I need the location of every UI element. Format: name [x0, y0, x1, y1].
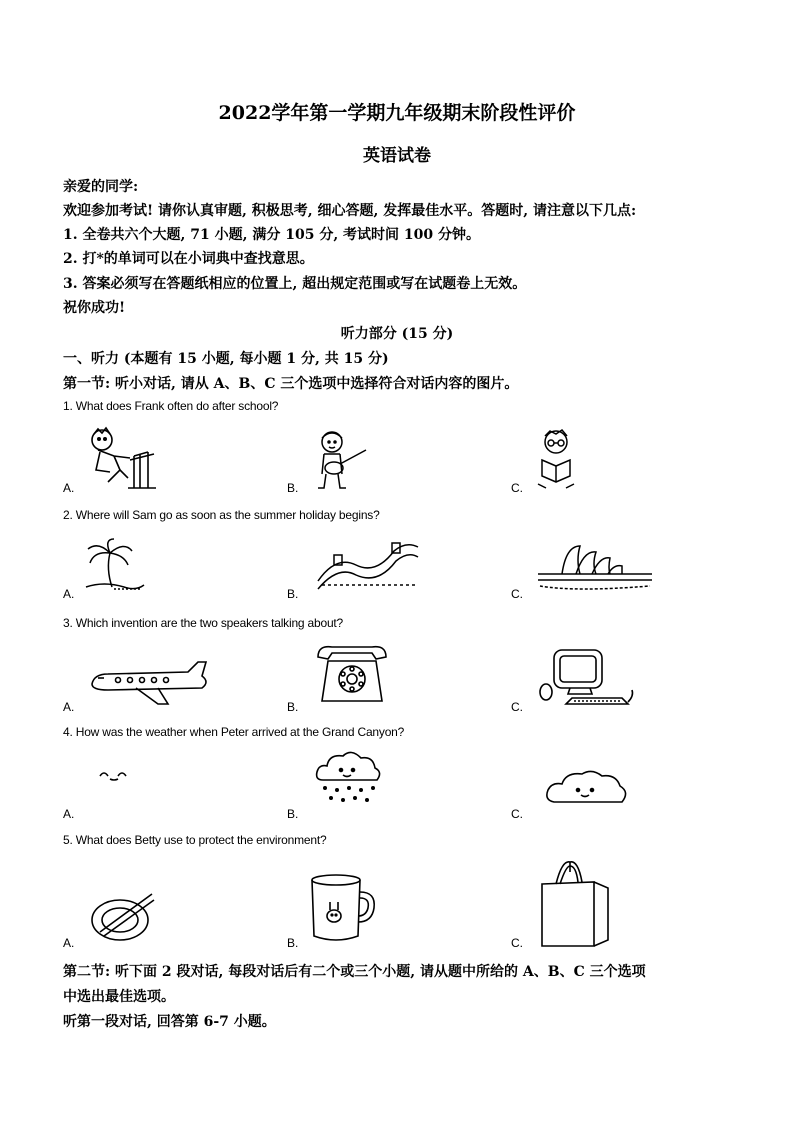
- question-1: 1. What does Frank often do after school?: [63, 399, 279, 413]
- closing: 祝你成功!: [63, 300, 126, 316]
- q5-option-a[interactable]: A.: [63, 936, 75, 950]
- q3-option-a[interactable]: A.: [63, 700, 75, 714]
- exam-subtitle: 英语试卷: [363, 146, 431, 166]
- listening-part-title: 听力部分 (15 分): [340, 326, 454, 342]
- greeting: 亲爱的同学:: [63, 179, 139, 195]
- sub-section-2-line-1: 第二节: 听下面 2 段对话, 每段对话后有二个或三个小题, 请从题中所给的 A、B、C 三个选项: [63, 964, 646, 980]
- sunny-icon: [96, 768, 136, 782]
- question-2: 2. Where will Sam go as soon as the summer holiday begins?: [63, 508, 380, 522]
- question-4: 4. How was the weather when Peter arrived at the Grand Canyon?: [63, 725, 405, 739]
- shopping-bag-icon: [536, 858, 612, 950]
- q3-option-c[interactable]: C.: [511, 700, 523, 714]
- q4-option-a[interactable]: A.: [63, 807, 75, 821]
- q3-option-b[interactable]: B.: [287, 700, 299, 714]
- plate-chopsticks-icon: [88, 890, 156, 942]
- sub-section-2-line-2: 中选出最佳选项。: [63, 989, 175, 1005]
- question-5: 5. What does Betty use to protect the environment?: [63, 833, 327, 847]
- q2-option-b[interactable]: B.: [287, 587, 299, 601]
- q1-option-a[interactable]: A.: [63, 481, 75, 495]
- q4-option-c[interactable]: C.: [511, 807, 523, 821]
- q5-option-b[interactable]: B.: [287, 936, 299, 950]
- note-2: 2. 打*的单词可以在小词典中查找意思。: [63, 251, 314, 267]
- palm-beach-icon: [84, 537, 146, 593]
- dialog-1-instruction: 听第一段对话, 回答第 6-7 小题。: [63, 1014, 276, 1030]
- q2-option-a[interactable]: A.: [63, 587, 75, 601]
- computer-icon: [538, 646, 636, 706]
- q2-option-c[interactable]: C.: [511, 587, 523, 601]
- note-1: 1. 全卷共六个大题, 71 小题, 满分 105 分, 考试时间 100 分钟。: [63, 227, 481, 243]
- welcome-text: 欢迎参加考试! 请你认真审题, 积极思考, 细心答题, 发挥最佳水平。答题时, 请注意以下几点:: [63, 203, 637, 219]
- question-3: 3. Which invention are the two speakers talking about?: [63, 616, 344, 630]
- great-wall-icon: [316, 535, 420, 591]
- mug-icon: [308, 872, 380, 944]
- q5-option-c[interactable]: C.: [511, 936, 523, 950]
- sub-section-1: 第一节: 听小对话, 请从 A、B、C 三个选项中选择符合对话内容的图片。: [63, 376, 519, 392]
- exam-title: 2022学年第一学期九年级期末阶段性评价: [218, 102, 576, 124]
- sydney-opera-house-icon: [536, 540, 654, 592]
- boy-exercising-bars-icon: [84, 426, 166, 492]
- cloudy-icon: [544, 768, 630, 810]
- rainy-icon: [313, 750, 383, 806]
- note-3: 3. 答案必须写在答题纸相应的位置上, 超出规定范围或写在试题卷上无效。: [63, 276, 527, 292]
- q1-option-c[interactable]: C.: [511, 481, 523, 495]
- q4-option-b[interactable]: B.: [287, 807, 299, 821]
- boy-playing-guitar-icon: [310, 428, 370, 492]
- airplane-icon: [88, 660, 214, 706]
- section-title: 一、听力 (本题有 15 小题, 每小题 1 分, 共 15 分): [63, 351, 389, 367]
- q1-option-b[interactable]: B.: [287, 481, 299, 495]
- boy-reading-book-icon: [530, 428, 586, 490]
- telephone-icon: [312, 643, 392, 705]
